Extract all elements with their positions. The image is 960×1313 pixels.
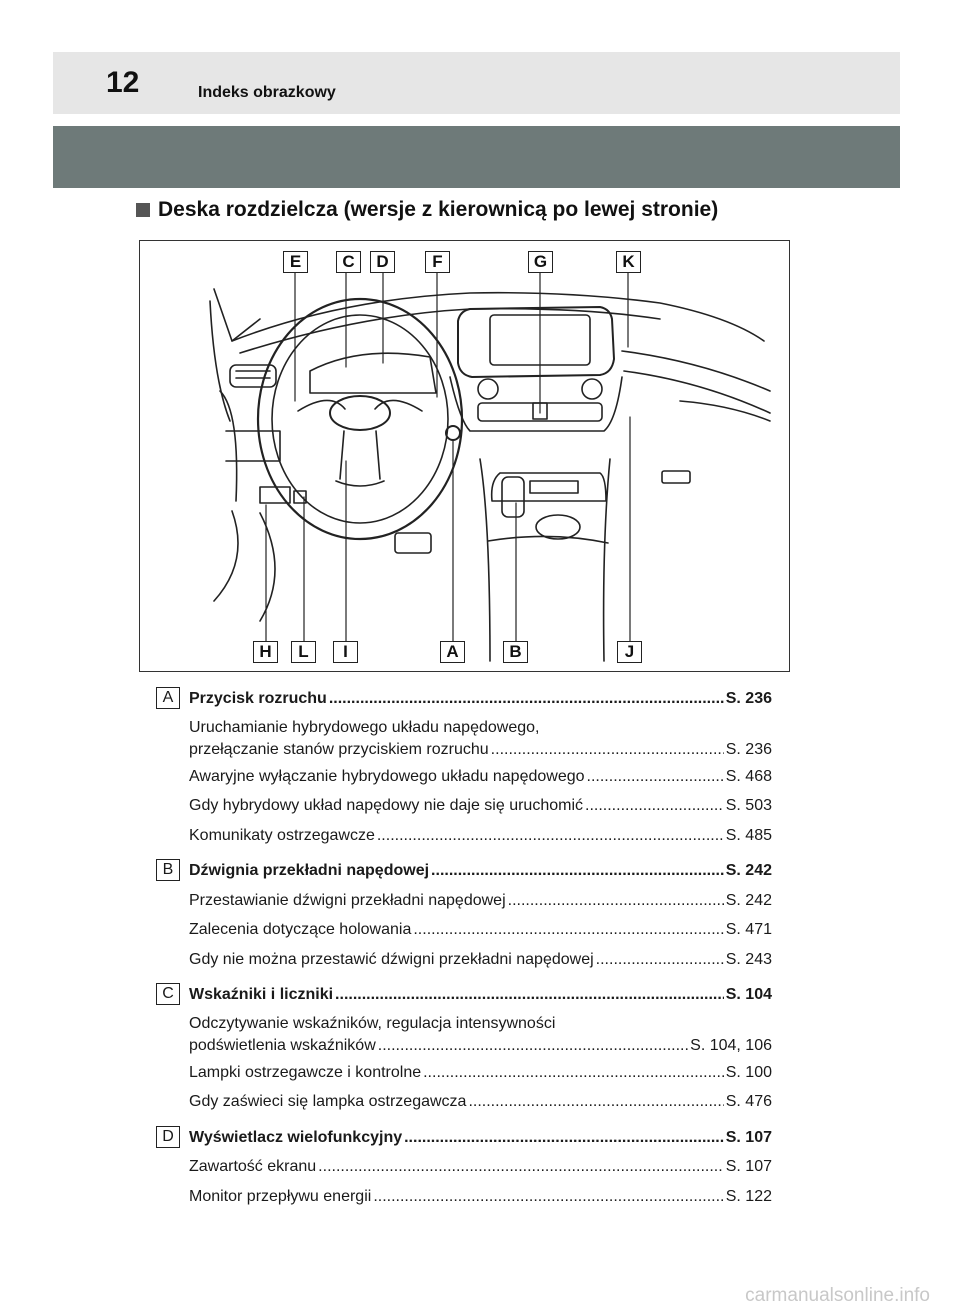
index-item-b [156, 856, 772, 974]
section-title [136, 198, 718, 222]
page-ref: S. 485 [725, 826, 772, 844]
item-title: Dźwignia przekładni napędowej [189, 862, 430, 879]
sub-item-label: Zawartość ekranu [189, 1158, 317, 1175]
index-sub-row[interactable] [156, 1087, 772, 1117]
item-letter-box: B [156, 859, 180, 881]
index-sub-row[interactable] [156, 1034, 772, 1058]
callout-i: I [333, 641, 358, 663]
gear-lever-shape [502, 477, 524, 517]
page-ref: S. 242 [725, 862, 772, 879]
index-main-row[interactable] [156, 980, 772, 1010]
item-letter-box: C [156, 983, 180, 1005]
index-sub-row[interactable] [156, 762, 772, 792]
index-item-c [156, 980, 772, 1117]
callout-leaders-top [295, 271, 628, 413]
item-letter-box: D [156, 1126, 180, 1148]
index-sub-row[interactable] [156, 1058, 772, 1088]
section-band [53, 126, 900, 188]
square-bullet-icon [136, 203, 150, 217]
item-title: Wyświetlacz wielofunkcyjny [189, 1128, 403, 1146]
dash-top-line [232, 293, 764, 341]
dashboard-illustration [139, 240, 790, 672]
sub-item-label: Przestawianie dźwigni przekładni napędowej [189, 891, 506, 909]
page-ref: S. 243 [725, 950, 772, 968]
callout-e: E [283, 251, 308, 273]
callout-j: J [617, 641, 642, 663]
sub-item-label: Awaryjne wyłączanie hybrydowego układu napędowego [189, 767, 585, 785]
page-ref: S. 104, 106 [690, 1036, 772, 1054]
callout-a: A [440, 641, 465, 663]
index-sub-row[interactable] [156, 821, 772, 851]
callout-b: B [503, 641, 528, 663]
sub-item-label: przełączanie stanów przyciskiem rozruchu [189, 740, 489, 758]
page-ref: S. 100 [725, 1063, 772, 1081]
item-title: Wskaźniki i liczniki [189, 986, 334, 1003]
page-ref: S. 104 [725, 986, 772, 1003]
center-tunnel-shape [480, 459, 610, 661]
index-list [156, 684, 772, 1217]
chapter-title: Indeks obrazkowy [198, 84, 336, 101]
page-ref: S. 236 [725, 740, 772, 758]
sub-item-label: Komunikaty ostrzegawcze [189, 826, 375, 844]
header-bar [53, 52, 900, 114]
index-sub-row[interactable] [156, 1152, 772, 1182]
index-sub-row[interactable] [156, 791, 772, 821]
callout-c: C [336, 251, 361, 273]
page-ref: S. 468 [725, 767, 772, 785]
index-item-a [156, 684, 772, 850]
sub-item-label: Zalecenia dotyczące holowania [189, 921, 412, 938]
index-main-row[interactable] [156, 1123, 772, 1153]
callout-l: L [291, 641, 316, 663]
sub-item-label: Lampki ostrzegawcze i kontrolne [189, 1063, 422, 1081]
page-ref: S. 107 [725, 1128, 772, 1146]
sub-item-line: Uruchamianie hybrydowego układu napędowego, [189, 718, 540, 736]
start-button-shape [446, 426, 460, 440]
callout-h: H [253, 641, 278, 663]
index-sub-row[interactable] [156, 945, 772, 975]
page-number: 12 [106, 66, 140, 99]
page-ref: S. 476 [725, 1093, 772, 1110]
sub-item-label: podświetlenia wskaźników [189, 1036, 376, 1054]
index-sub-row[interactable] [156, 915, 772, 945]
index-sub-row[interactable] [156, 738, 772, 762]
page-ref: S. 471 [725, 921, 772, 938]
dashboard-drawing [140, 241, 791, 673]
watermark: carmanualsonline.info [745, 1285, 930, 1306]
callout-k: K [616, 251, 641, 273]
sub-item-label: Monitor przepływu energii [189, 1187, 372, 1205]
page-ref: S. 236 [725, 690, 772, 707]
page-ref: S. 503 [725, 797, 772, 814]
sub-item-line: Odczytywanie wskaźników, regulacja intensywności [189, 1014, 556, 1032]
page-ref: S. 242 [725, 891, 772, 909]
instrument-cluster-shape [310, 353, 436, 393]
item-title: Przycisk rozruchu [189, 690, 327, 707]
sub-item-label: Gdy zaświeci się lampka ostrzegawcza [189, 1093, 467, 1110]
section-title-text: Deska rozdzielcza (wersje z kierownicą po lewej stronie) [158, 198, 719, 221]
index-sub-row[interactable] [156, 1182, 772, 1212]
item-letter-box: A [156, 687, 180, 709]
index-main-row[interactable] [156, 856, 772, 886]
sub-item-label: Gdy hybrydowy układ napędowy nie daje się uruchomić [189, 797, 583, 814]
callout-f: F [425, 251, 450, 273]
callout-d: D [370, 251, 395, 273]
index-main-row[interactable] [156, 684, 772, 714]
page-ref: S. 122 [725, 1187, 772, 1205]
left-vent-shape [230, 365, 276, 387]
sub-item-label: Gdy nie można przestawić dźwigni przekładni napędowej [189, 950, 594, 968]
page-ref: S. 107 [725, 1158, 772, 1175]
index-item-d [156, 1123, 772, 1212]
index-sub-row[interactable] [156, 886, 772, 916]
callout-g: G [528, 251, 553, 273]
wheel-logo-shape [330, 396, 390, 430]
